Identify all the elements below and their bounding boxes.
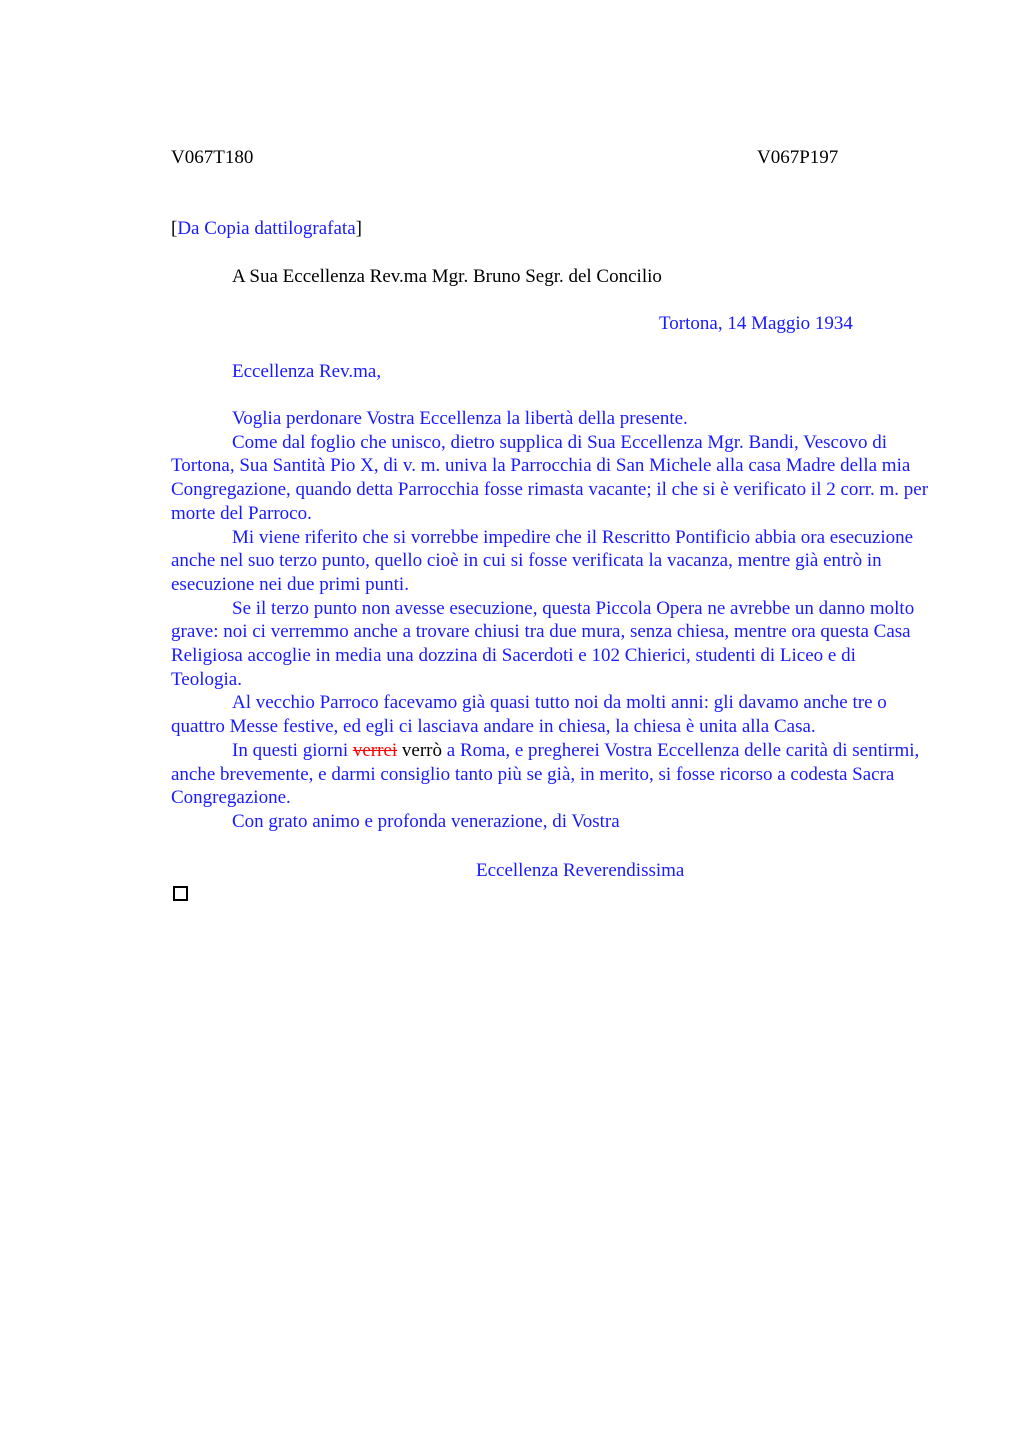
correction-word: verrò xyxy=(401,739,443,761)
closing-line: Eccellenza Reverendissima xyxy=(476,860,685,881)
letter-body xyxy=(171,407,931,834)
paragraph-7: Con grato animo e profonda venerazione, di Vostra xyxy=(232,810,620,832)
document-code-left: V067T180 xyxy=(171,147,254,168)
place-date: Tortona, 14 Maggio 1934 xyxy=(659,313,853,334)
document-code-right: V067P197 xyxy=(757,147,839,168)
addressee-line: A Sua Eccellenza Rev.ma Mgr. Bruno Segr. del Concilio xyxy=(232,266,662,287)
source-note-open-bracket: [ xyxy=(171,218,178,239)
source-note xyxy=(171,218,362,240)
salutation: Eccellenza Rev.ma, xyxy=(232,361,382,382)
paragraph-3: Mi viene riferito che si vorrebbe impedire che il Rescritto Pontificio abbia ora esecuzione anche nel suo terzo punto, quello cioè in cui si fosse verificata la vacanza, mentre già entrò in esecuzione nei due primi punti. xyxy=(171,526,914,595)
paragraph-2: Come dal foglio che unisco, dietro supplica di Sua Eccellenza Mgr. Bandi, Vescovo di Tortona, Sua Santità Pio X, di v. m. univa la Parrocchia di San Michele alla casa Madre della mia Congregazione, quando detta Parrocchia fosse rimasta vacante; il che si è verificato il 2 corr. m. per morte del Parroco. xyxy=(171,431,929,524)
paragraph-6-start: In questi giorni xyxy=(232,739,349,761)
paragraph-6-rest: a Roma, e pregherei Vostra Eccellenza delle carità di sentirmi, anche brevemente, e darmi consiglio tanto più se già, in merito, si fosse ricorso a codesta Sacra Congregazione. xyxy=(171,739,920,809)
paragraph-6 xyxy=(171,739,931,810)
struck-word: verrei xyxy=(352,739,398,761)
source-note-close-bracket: ] xyxy=(355,218,362,239)
paragraph-1: Voglia perdonare Vostra Eccellenza la libertà della presente. xyxy=(232,408,688,429)
source-note-text: Da Copia dattilografata xyxy=(177,218,356,239)
paragraph-4: Se il terzo punto non avesse esecuzione, questa Piccola Opera ne avrebbe un danno molto grave: noi ci verremmo anche a trovare chiusi tra due mura, senza chiesa, mentre ora questa Casa Religiosa accoglie in media una dozzina di Sacerdoti e 102 Chierici, studenti di Liceo e di Teologia. xyxy=(171,597,915,690)
checkbox-square-icon xyxy=(173,886,188,901)
paragraph-5: Al vecchio Parroco facevamo già quasi tutto noi da molti anni: gli davamo anche tre o quattro Messe festive, ed egli ci lasciava andare in chiesa, la chiesa è unita alla Casa. xyxy=(171,692,887,738)
